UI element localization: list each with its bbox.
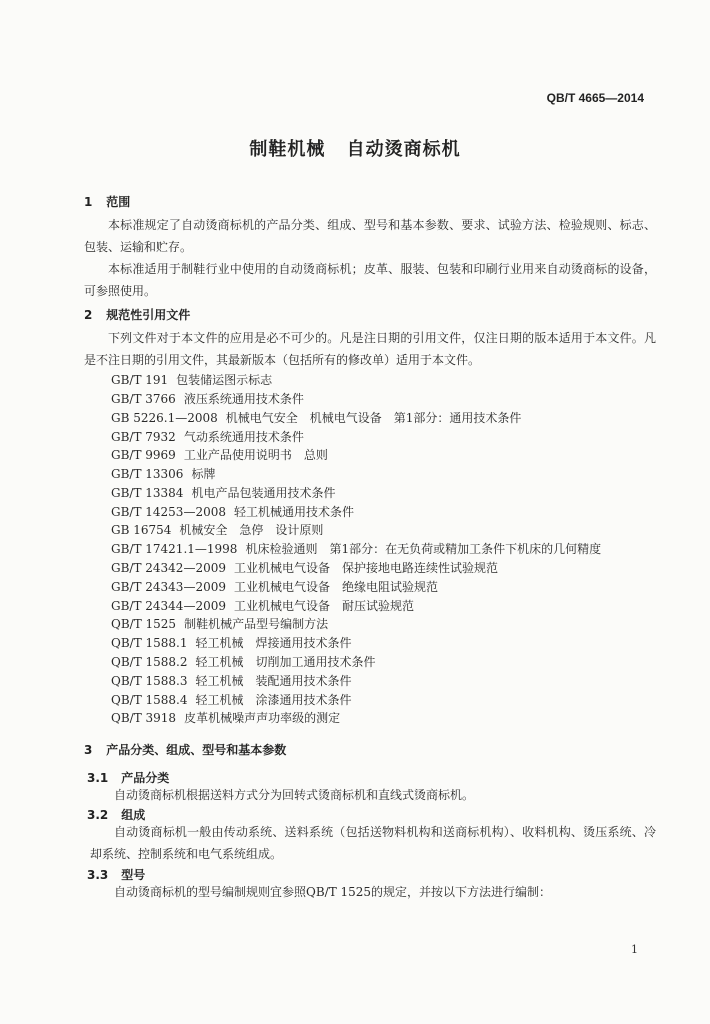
reference-item [111, 710, 340, 726]
section-number: 1 [84, 195, 93, 209]
reference-item [111, 466, 215, 482]
reference-item [111, 692, 352, 708]
reference-item [111, 485, 335, 501]
section-number: 3 [84, 743, 93, 757]
reference-code: GB/T 13384 [111, 486, 184, 500]
reference-title: 轻工机械通用技术条件 [233, 505, 354, 519]
section-2-heading [84, 306, 190, 323]
paragraph: 自动烫商标机根据送料方式分为回转式烫商标机和直线式烫商标机。 [114, 788, 475, 802]
reference-title: 工业机械电气设备 耐压试验规范 [233, 599, 414, 613]
reference-title: 包装储运图示标志 [176, 373, 273, 387]
section-3-heading [84, 741, 286, 758]
standard-code: QB/T 4665—2014 [546, 91, 644, 105]
reference-code: QB/T 1588.4 [111, 693, 188, 707]
reference-code: QB/T 1588.2 [111, 655, 188, 669]
reference-code: GB/T 24342—2009 [111, 561, 226, 575]
reference-title: 工业机械电气设备 绝缘电阻试验规范 [233, 580, 438, 594]
reference-title: 标牌 [191, 467, 216, 481]
reference-code: QB/T 1588.1 [111, 636, 188, 650]
reference-item [111, 673, 352, 689]
reference-item [111, 560, 498, 576]
reference-item [111, 372, 272, 388]
reference-code: GB/T 14253—2008 [111, 505, 226, 519]
page-number: 1 [631, 943, 638, 956]
subsection-title: 组成 [121, 808, 146, 822]
reference-code: GB/T 7932 [111, 430, 176, 444]
reference-item [111, 391, 304, 407]
reference-title: 机械安全 急停 设计原则 [179, 523, 324, 537]
reference-item [111, 410, 521, 426]
reference-code: QB/T 1588.3 [111, 674, 188, 688]
reference-code: GB 16754 [111, 523, 172, 537]
subsection-title: 型号 [121, 868, 146, 882]
reference-item [111, 635, 352, 651]
reference-title: 制鞋机械产品型号编制方法 [184, 617, 329, 631]
reference-code: GB/T 3766 [111, 392, 176, 406]
reference-code: GB/T 17421.1—1998 [111, 542, 238, 556]
reference-title: 工业产品使用说明书 总则 [183, 448, 328, 462]
section-number: 2 [84, 308, 93, 322]
reference-title: 轻工机械 涂漆通用技术条件 [195, 693, 352, 707]
reference-item [111, 504, 354, 520]
reference-item [111, 541, 601, 557]
reference-item [111, 429, 304, 445]
reference-code: GB/T 13306 [111, 467, 184, 481]
reference-title: 气动系统通用技术条件 [183, 430, 304, 444]
reference-code: QB/T 1525 [111, 617, 177, 631]
reference-item [111, 579, 438, 595]
paragraph: 自动烫商标机的型号编制规则宜参照QB/T 1525的规定，并按以下方法进行编制： [114, 885, 552, 899]
reference-title: 液压系统通用技术条件 [183, 392, 304, 406]
reference-item [111, 598, 414, 614]
reference-title: 机械电气安全 机械电气设备 第1部分：通用技术条件 [225, 411, 522, 425]
paragraph: 下列文件对于本文件的应用是必不可少的。凡是注日期的引用文件，仅注日期的版本适用于本文件。凡是不注日期的引用文件，其最新版本（包括所有的修改单）适用于本文件。 [84, 331, 656, 367]
reference-title: 工业机械电气设备 保护接地电路连续性试验规范 [233, 561, 498, 575]
reference-title: 皮革机械噪声声功率级的测定 [184, 711, 341, 725]
section-title: 规范性引用文件 [106, 308, 191, 322]
reference-item [111, 522, 323, 538]
reference-code: QB/T 3918 [111, 711, 177, 725]
reference-item [111, 616, 328, 632]
reference-code: GB/T 191 [111, 373, 169, 387]
reference-code: GB/T 9969 [111, 448, 176, 462]
reference-code: GB/T 24344—2009 [111, 599, 226, 613]
document-title: 制鞋机械 自动烫商标机 [249, 139, 461, 160]
paragraph: 本标准适用于制鞋行业中使用的自动烫商标机；皮革、服装、包装和印刷行业用来自动烫商标的设备，可参照使用。 [84, 262, 656, 298]
subsection-number: 3.1 [87, 771, 109, 785]
reference-item [111, 447, 328, 463]
reference-title: 轻工机械 装配通用技术条件 [195, 674, 352, 688]
reference-title: 轻工机械 切削加工通用技术条件 [195, 655, 376, 669]
reference-code: GB/T 24343—2009 [111, 580, 226, 594]
subsection-number: 3.2 [87, 808, 109, 822]
section-title: 产品分类、组成、型号和基本参数 [106, 743, 287, 757]
paragraph: 本标准规定了自动烫商标机的产品分类、组成、型号和基本参数、要求、试验方法、检验规则、标志、包装、运输和贮存。 [84, 218, 656, 254]
reference-title: 轻工机械 焊接通用技术条件 [195, 636, 352, 650]
reference-title: 机电产品包装通用技术条件 [191, 486, 336, 500]
subsection-title: 产品分类 [121, 771, 170, 785]
reference-item [111, 654, 376, 670]
reference-title: 机床检验通则 第1部分：在无负荷或精加工条件下机床的几何精度 [245, 542, 602, 556]
section-title: 范围 [106, 195, 131, 209]
subsection-number: 3.3 [87, 868, 109, 882]
section-1-heading [84, 193, 130, 210]
reference-code: GB 5226.1—2008 [111, 411, 218, 425]
paragraph: 自动烫商标机一般由传动系统、送料系统（包括送物料机构和送商标机构）、收料机构、烫压系统、冷却系统、控制系统和电气系统组成。 [90, 825, 656, 861]
